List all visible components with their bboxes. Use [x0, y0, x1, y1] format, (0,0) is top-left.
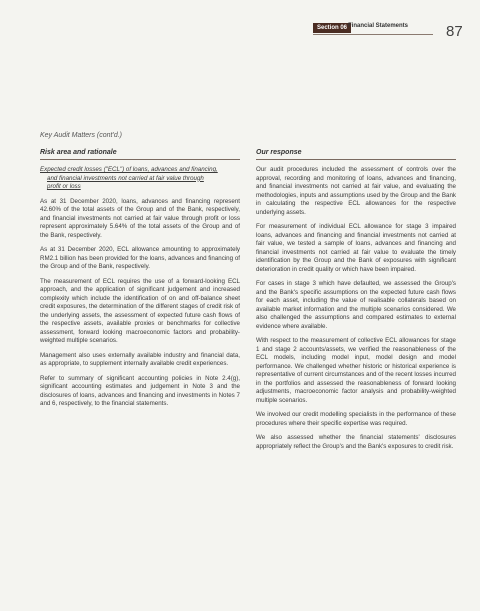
topic-heading	[40, 166, 240, 192]
left-heading-rule	[40, 159, 240, 160]
risk-paragraph: Refer to summary of significant accounting policies in Note 2.4(g), significant accounting estimates and judgement in Note 3 and the disclosures of loans, advances and financing and investments in Notes 7 and 6, respectively, to the financial statements.	[40, 374, 240, 407]
response-paragraph: We involved our credit modelling specialists in the performance of these procedures where their specific expertise was required.	[256, 411, 456, 427]
topic-line-3: profit or loss	[47, 183, 81, 190]
topic-line-2: and financial investments not carried at fair value through	[47, 174, 204, 182]
header-rule	[313, 34, 433, 35]
right-heading-rule	[256, 159, 456, 160]
section-badge: Section 06	[313, 23, 351, 33]
risk-paragraph: Management also uses externally available industry and financial data, as appropriate, to supplement internally available credit experiences.	[40, 351, 240, 367]
risk-area-column	[40, 166, 240, 415]
our-response-heading: Our response	[256, 149, 302, 156]
risk-paragraph: The measurement of ECL requires the use of a forward-looking ECL approach, and the application of significant judgement and increased complexity which include the identification of on and off-balance sheet credit exposures, the determination of the different stages of credit risk of the underlying assets, the assessment of expected future cash flows of the respective assets, available proxies or benchmarks for collective assessment, forward looking macroeconomic factors and probability-weighted multiple scenarios.	[40, 277, 240, 344]
page-number: 87	[446, 23, 463, 40]
risk-paragraph: As at 31 December 2020, loans, advances and financing represent 42.60% of the total assets of the Group and of the Bank, respectively, and financial investments not carried at fair value through profit or loss represent approximately 5.64% of the total assets of the Group and of the Bank, respectively.	[40, 197, 240, 239]
risk-paragraph: As at 31 December 2020, ECL allowance amounting to approximately RM2.1 billion has been provided for the loans, advances and financing of the Group and of the Bank, respectively.	[40, 246, 240, 270]
section-title: Financial Statements	[348, 23, 409, 29]
response-paragraph: Our audit procedures included the assessment of controls over the approval, recording and monitoring of loans, advances and financing, and financial investments not carried at fair value, and evaluating the methodologies, inputs and assumptions used by the Group and the Bank in calculating the respective ECL allowances for the respective underlying assets.	[256, 166, 456, 216]
response-paragraph: We also assessed whether the financial statements' disclosures appropriately reflect the Group's and the Bank's exposures to credit risk.	[256, 434, 456, 450]
response-paragraph: With respect to the measurement of collective ECL allowances for stage 1 and stage 2 accounts/assets, we verified the reasonableness of the ECL models, including model input, model design and model performance. We challenged whether historic or historical experience is representative of current circumstances and of the recent losses incurred in the portfolios and assessed the reasonableness of forward looking adjustments, macroeconomic factor analysis and probability-weighted multiple scenarios.	[256, 337, 456, 404]
topic-line-1: Expected credit losses ("ECL") of loans, advances and financing,	[40, 166, 218, 173]
risk-area-heading: Risk area and rationale	[40, 149, 117, 156]
key-audit-matters-label: Key Audit Matters (cont'd.)	[40, 132, 122, 139]
response-paragraph: For cases in stage 3 which have defaulted, we assessed the Group's and the Bank's specific assumptions on the expected future cash flows for each asset, including the value of realisable collaterals based on available market information and the multiple scenarios considered. We also challenged the assumptions and compared estimates to external evidence where available.	[256, 280, 456, 330]
response-column	[256, 166, 456, 457]
response-paragraph: For measurement of individual ECL allowance for stage 3 impaired loans, advances and financing and financial investments not carried at fair value, we tested a sample of loans, advances and financing and financial investments not carried at fair value to evaluate the timely identification by the Group and the Bank of exposures with significant deterioration in credit quality or which have been impaired.	[256, 223, 456, 273]
